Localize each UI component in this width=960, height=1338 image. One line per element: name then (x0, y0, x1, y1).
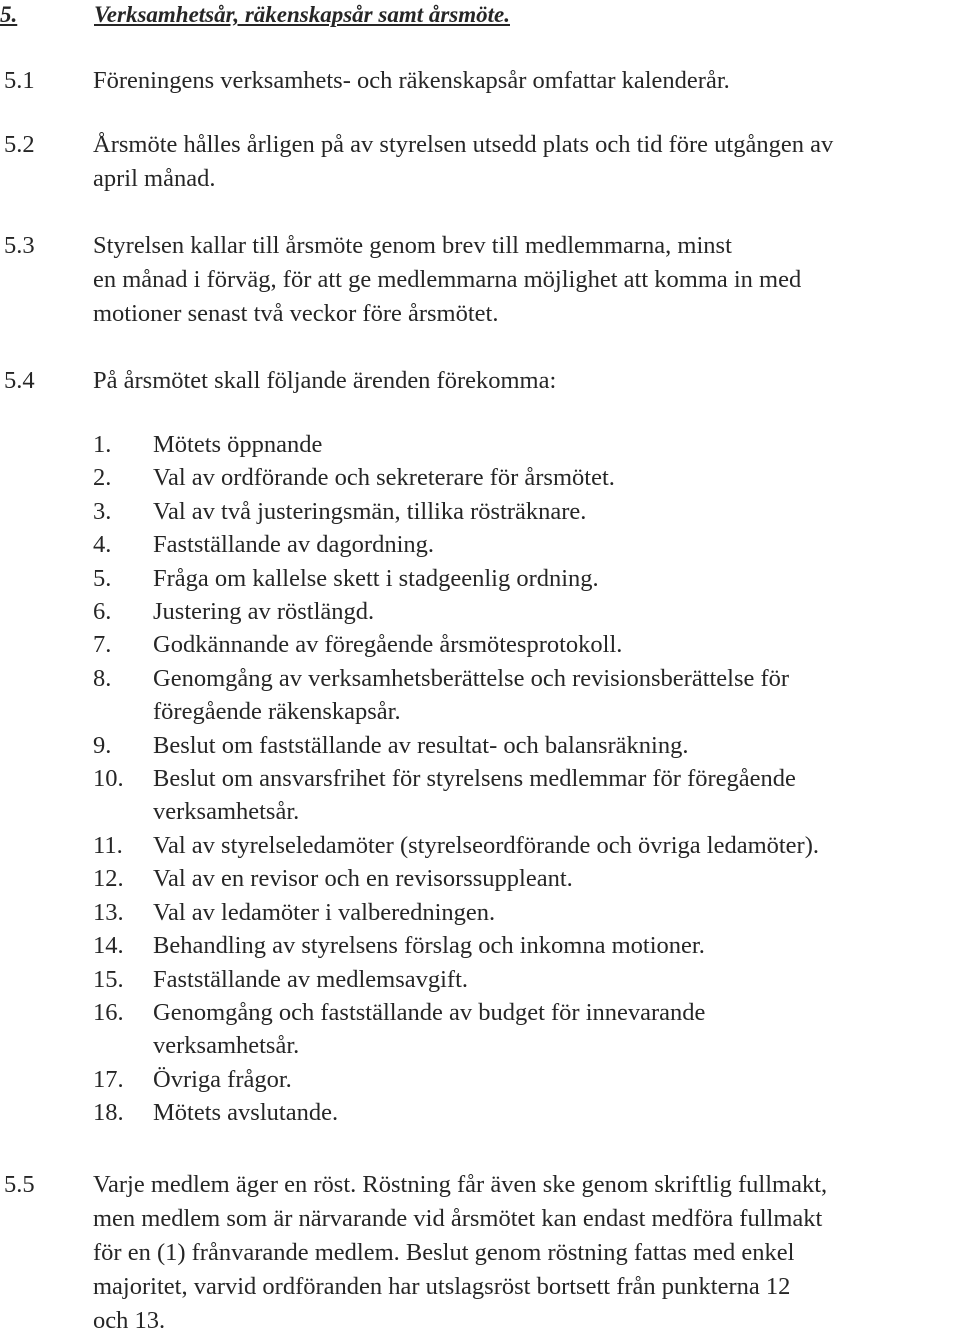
list-item (0, 495, 960, 528)
list-item-text: Val av en revisor och en revisorssuppleant. (153, 865, 573, 893)
paragraph-5-3 (0, 229, 960, 331)
list-item (0, 762, 960, 829)
list-item-number: 18. (93, 1099, 124, 1127)
list-item-text: Godkännande av föregående årsmötesprotokoll. (153, 631, 623, 659)
list-item-number: 12. (93, 865, 124, 893)
list-item-text: Genomgång av verksamhetsberättelse och revisionsberättelse för (153, 664, 790, 692)
list-item-number: 14. (93, 932, 124, 960)
paragraph-line: motioner senast två veckor före årsmötet. (93, 300, 499, 327)
list-item-text: Mötets öppnande (153, 431, 323, 458)
list-item-number: 7. (93, 631, 112, 659)
paragraph-5-4 (0, 364, 960, 398)
paragraph-line: april månad. (93, 165, 216, 192)
paragraph-body (93, 128, 958, 196)
list-item (0, 595, 960, 628)
list-item-text: Justering av röstlängd. (153, 598, 375, 626)
list-item-text: Val av styrelseledamöter (styrelseordförande och övriga ledamöter). (153, 831, 819, 859)
paragraph-number: 5.1 (4, 67, 35, 94)
list-item-text: verksamhetsår. (153, 1032, 300, 1060)
list-item (0, 829, 960, 862)
list-item (0, 896, 960, 929)
paragraph-body (93, 64, 958, 98)
heading-number: 5. (0, 2, 18, 27)
list-item-text: Fastställande av dagordning. (153, 531, 435, 559)
list-item-number: 3. (93, 497, 112, 525)
list-item-text: Val av två justeringsmän, tillika rösträknare. (153, 497, 587, 525)
paragraph-number: 5.5 (4, 1171, 35, 1198)
paragraph-line: en månad i förväg, för att ge medlemmarna möjlighet att komma in med (93, 266, 802, 293)
list-item-text: Beslut om fastställande av resultat- och balansräkning. (153, 731, 689, 759)
paragraph-5-2 (0, 128, 960, 196)
list-item (0, 1063, 960, 1096)
list-item-number: 8. (93, 664, 112, 692)
list-item-number: 4. (93, 531, 112, 559)
paragraph-line: På årsmötet skall följande ärenden förekomma: (93, 367, 557, 394)
paragraph-line: men medlem som är närvarande vid årsmötet kan endast medföra fullmakt (93, 1205, 823, 1232)
list-item-text: Mötets avslutande. (153, 1099, 339, 1127)
paragraph-number: 5.2 (4, 131, 35, 158)
paragraph-line: Föreningens verksamhets- och räkenskapsår omfattar kalenderår. (93, 67, 730, 94)
paragraph-body (93, 364, 958, 398)
list-item (0, 729, 960, 762)
paragraph-5-5 (0, 1168, 960, 1338)
list-item-number: 9. (93, 731, 112, 759)
list-item (0, 929, 960, 962)
list-item-text: Övriga frågor. (153, 1065, 292, 1093)
list-item (0, 862, 960, 895)
list-item-number: 5. (93, 564, 112, 592)
list-item (0, 1096, 960, 1129)
paragraph-line: Årsmöte hålles årligen på av styrelsen utsedd plats och tid före utgången av (93, 131, 834, 158)
list-item-text: verksamhetsår. (153, 798, 300, 826)
list-item (0, 628, 960, 661)
paragraph-line: för en (1) frånvarande medlem. Beslut genom röstning fattas med enkel (93, 1239, 795, 1266)
paragraph-5-1 (0, 64, 960, 98)
list-item-number: 6. (93, 598, 112, 626)
list-item (0, 662, 960, 729)
list-item (0, 428, 960, 461)
list-item-number: 16. (93, 998, 124, 1026)
list-item-text: Fråga om kallelse skett i stadgeenlig ordning. (153, 564, 599, 592)
list-item-text: Val av ordförande och sekreterare för årsmötet. (153, 464, 615, 492)
list-item (0, 963, 960, 996)
paragraph-number: 5.3 (4, 232, 35, 259)
list-item-number: 13. (93, 898, 124, 926)
paragraph-line: och 13. (93, 1307, 166, 1334)
list-item (0, 528, 960, 561)
list-item-text: föregående räkenskapsår. (153, 698, 401, 726)
list-item-text: Genomgång och fastställande av budget för innevarande (153, 998, 706, 1026)
paragraph-body (93, 229, 958, 331)
heading-title: Verksamhetsår, räkenskapsår samt årsmöte. (94, 2, 510, 27)
list-item (0, 461, 960, 494)
list-item-number: 11. (93, 831, 123, 859)
paragraph-line: majoritet, varvid ordföranden har utslagsröst bortsett från punkterna 12 (93, 1273, 791, 1300)
list-item-text: Beslut om ansvarsfrihet för styrelsens medlemmar för föregående (153, 765, 796, 793)
paragraph-body (93, 1168, 958, 1338)
list-item-number: 10. (93, 765, 124, 793)
agenda-list (0, 428, 960, 1130)
list-item-number: 15. (93, 965, 124, 993)
list-item-number: 2. (93, 464, 112, 492)
list-item (0, 562, 960, 595)
paragraph-number: 5.4 (4, 367, 35, 394)
list-item-text: Val av ledamöter i valberedningen. (153, 898, 496, 926)
list-item-text: Fastställande av medlemsavgift. (153, 965, 469, 993)
paragraph-line: Styrelsen kallar till årsmöte genom brev till medlemmarna, minst (93, 232, 732, 259)
list-item-number: 17. (93, 1065, 124, 1093)
list-item (0, 996, 960, 1063)
list-item-text: Behandling av styrelsens förslag och inkomna motioner. (153, 932, 705, 960)
list-item-number: 1. (93, 431, 112, 458)
paragraph-line: Varje medlem äger en röst. Röstning får även ske genom skriftlig fullmakt, (93, 1171, 828, 1198)
